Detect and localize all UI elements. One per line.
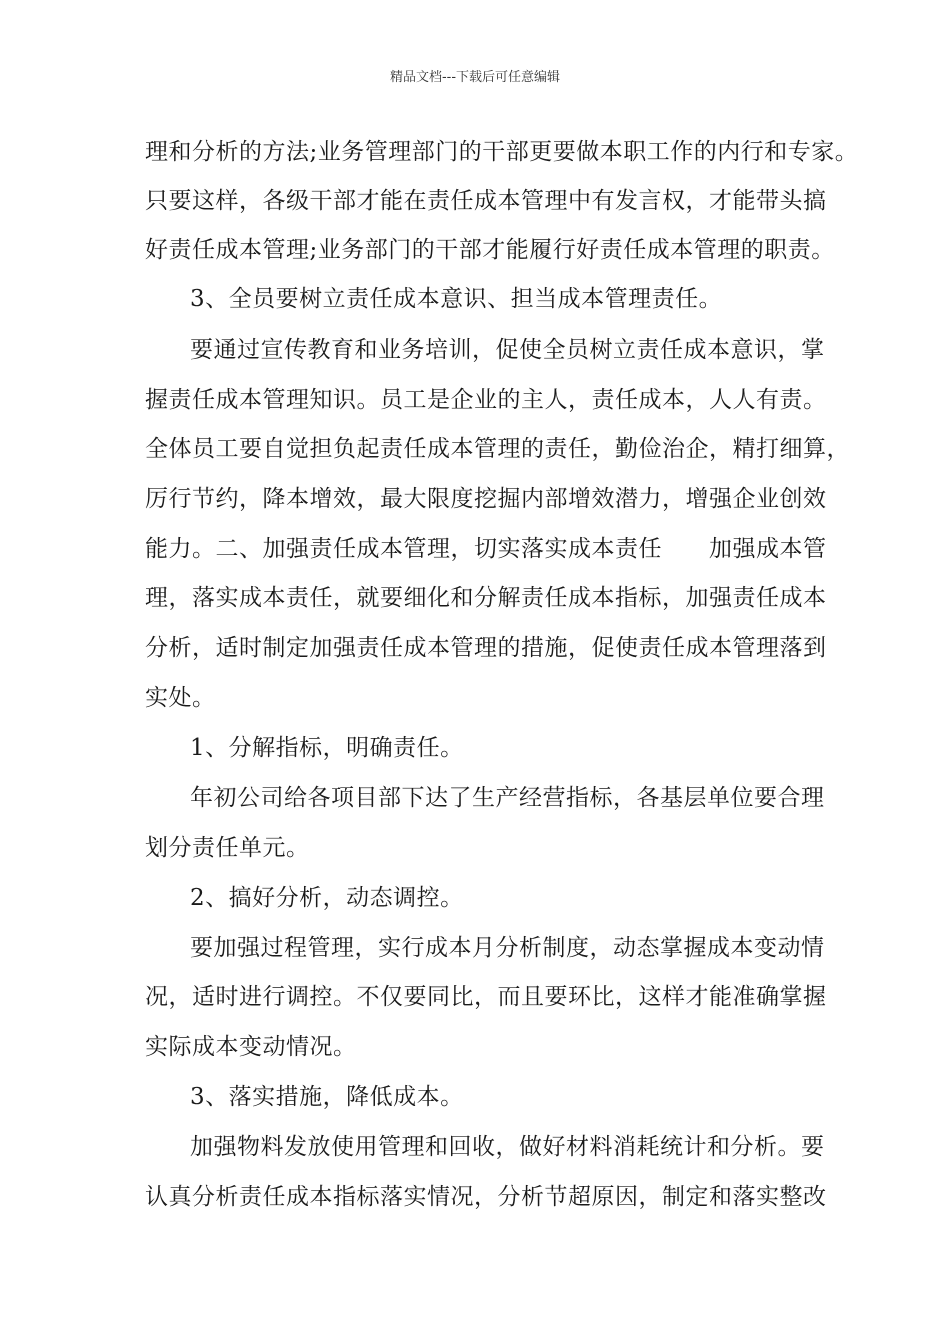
text-line-11: 分析，适时制定加强责任成本管理的措施，促使责任成本管理落到 <box>145 635 827 661</box>
text-line-5: 要通过宣传教育和业务培训，促使全员树立责任成本意识，掌 <box>190 337 825 363</box>
text-line-16: 2、搞好分析，动态调控。 <box>190 885 464 911</box>
text-line-13: 1、分解指标，明确责任。 <box>190 735 464 761</box>
text-line-8: 厉行节约，降本增效，最大限度挖掘内部增效潜力，增强企业创效 <box>145 486 827 512</box>
text-line-18: 况，适时进行调控。不仅要同比，而且要环比，这样才能准确掌握 <box>145 984 827 1010</box>
text-line-4: 3、全员要树立责任成本意识、担当成本管理责任。 <box>190 286 723 312</box>
text-line-7: 全体员工要自觉担负起责任成本管理的责任，勤俭治企，精打细算， <box>145 436 850 462</box>
text-line-15: 划分责任单元。 <box>145 835 310 861</box>
text-line-12: 实处。 <box>145 685 216 711</box>
text-line-21: 加强物料发放使用管理和回收，做好材料消耗统计和分析。要 <box>190 1134 825 1160</box>
text-line-14: 年初公司给各项目部下达了生产经营指标，各基层单位要合理 <box>190 785 825 811</box>
text-line-9: 能力。二、加强责任成本管理，切实落实成本责任 加强成本管 <box>145 536 827 562</box>
text-line-19: 实际成本变动情况。 <box>145 1034 357 1060</box>
text-line-20: 3、落实措施，降低成本。 <box>190 1084 464 1110</box>
text-line-22: 认真分析责任成本指标落实情况，分析节超原因，制定和落实整改 <box>145 1184 827 1210</box>
text-line-17: 要加强过程管理，实行成本月分析制度，动态掌握成本变动情 <box>190 935 825 961</box>
text-line-6: 握责任成本管理知识。员工是企业的主人，责任成本，人人有责。 <box>145 387 827 413</box>
text-line-2: 只要这样，各级干部才能在责任成本管理中有发言权，才能带头搞 <box>145 188 827 214</box>
text-line-3: 好责任成本管理;业务部门的干部才能履行好责任成本管理的职责。 <box>145 237 835 263</box>
text-line-10: 理，落实成本责任，就要细化和分解责任成本指标，加强责任成本 <box>145 585 827 611</box>
page-header: 精品文档---下载后可任意编辑 <box>389 70 561 85</box>
text-line-1: 理和分析的方法;业务管理部门的干部更要做本职工作的内行和专家。 <box>145 139 859 165</box>
